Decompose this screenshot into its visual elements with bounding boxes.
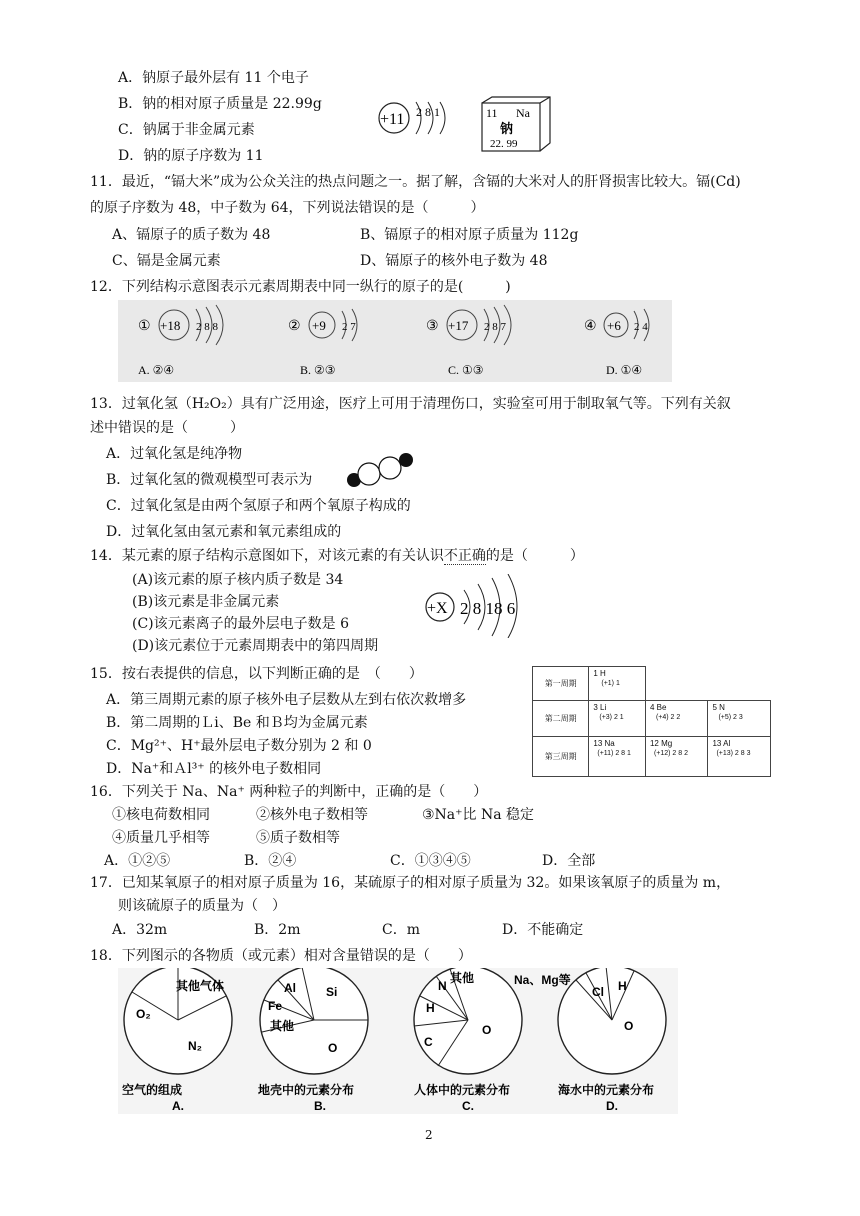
q10-option-d: D．钠的原子序数为 11 <box>118 148 264 164</box>
svg-text:O: O <box>328 1041 338 1055</box>
q14-stem <box>90 546 584 566</box>
svg-text:Cl: Cl <box>592 985 604 999</box>
q14-stem-pre: 14．某元素的原子结构示意图如下，对该元素的有关认识 <box>90 548 444 564</box>
svg-text:2 8 8: 2 8 8 <box>196 321 218 333</box>
svg-text:O: O <box>482 1023 492 1037</box>
q10-option-b: B．钠的相对原子质量是 22.99g <box>118 96 322 112</box>
cell-al: 13 Al (+13) 2 8 3 <box>708 737 771 777</box>
q15-stem: 15．按右表提供的信息，以下判断正确的是 （ ） <box>90 666 423 682</box>
page-number: 2 <box>425 1128 433 1142</box>
svg-text:+6: +6 <box>607 318 621 333</box>
q17-option-c: C．m <box>382 922 420 938</box>
pie-b-caption: 地壳中的元素分布 <box>258 1083 355 1097</box>
q15-option-a: A．第三周期元素的原子核外电子层数从左到右依次救增多 <box>106 692 467 708</box>
pie-c <box>414 968 522 1074</box>
cell-h: 1 H (+1) 1 <box>589 667 646 701</box>
svg-text:2 7: 2 7 <box>342 321 356 333</box>
q13-option-d: D．过氧化氢由氢元素和氧元素组成的 <box>106 524 342 540</box>
q12-atom-1 <box>138 305 223 345</box>
q16-statement-1: ①核电荷数相同 <box>112 807 210 823</box>
q12-option-a: A. ②④ <box>138 363 175 377</box>
svg-text:N₂: N₂ <box>188 1039 202 1053</box>
q12-option-b: B. ②③ <box>300 363 336 377</box>
q13-stem-line1: 13．过氧化氢（H₂O₂）具有广泛用途，医疗上可用于清理伤口，实验室可用于制取氧气等。下列有关叙 <box>90 396 731 412</box>
svg-text:④: ④ <box>584 319 597 334</box>
q16-stem: 16．下列关于 Na、Na⁺ 两种粒子的判断中，正确的是（ ） <box>90 784 488 800</box>
q18-stem: 18．下列图示的各物质（或元素）相对含量错误的是（ ） <box>90 948 472 964</box>
period3-label: 第三周期 <box>533 737 589 777</box>
svg-text:Na: Na <box>516 106 530 120</box>
svg-text:+17: +17 <box>448 318 469 333</box>
q11-option-d: D、镉原子的核外电子数为 48 <box>360 253 548 269</box>
q12-figure-panel <box>118 300 672 382</box>
pie-d-caption: 海水中的元素分布 <box>558 1083 655 1097</box>
q15-option-d: D．Na⁺和Ａl³⁺ 的核外电子数相同 <box>106 761 322 777</box>
q11-option-b: B、镉原子的相对原子质量为 112g <box>360 227 579 243</box>
svg-text:22. 99: 22. 99 <box>490 138 518 150</box>
cell-mg: 12 Mg (+12) 2 8 2 <box>645 737 708 777</box>
pie-d-letter: D. <box>606 1099 618 1113</box>
q13-option-c: C．过氧化氢是由两个氢原子和两个氧原子构成的 <box>106 498 411 514</box>
pie-b-letter: B. <box>314 1099 326 1113</box>
q17-option-a: A．32m <box>112 922 168 938</box>
q16-statement-3: ③Na⁺比 Na 稳定 <box>422 807 535 823</box>
q16-option-c: C．①③④⑤ <box>390 853 471 869</box>
q17-stem-line2: 则该硫原子的质量为（ ） <box>118 898 286 914</box>
svg-text:2 8 18 6: 2 8 18 6 <box>460 599 516 618</box>
q11-stem-line2: 的原子序数为 48，中子数为 64，下列说法错误的是（ ） <box>90 200 485 216</box>
q16-option-d: D．全部 <box>542 853 596 869</box>
svg-text:其他气体: 其他气体 <box>176 979 225 993</box>
q17-option-b: B．2m <box>254 922 301 938</box>
svg-text:钠: 钠 <box>500 121 514 136</box>
q17-option-d: D．不能确定 <box>502 922 584 938</box>
q13-option-b: B．过氧化氢的微观模型可表示为 <box>106 472 313 488</box>
q12-option-d: D. ①④ <box>606 363 643 377</box>
q11-option-a: A、镉原子的质子数为 48 <box>112 227 271 243</box>
svg-text:2 8 1: 2 8 1 <box>416 105 440 119</box>
svg-text:Na、Mg等: Na、Mg等 <box>514 973 571 987</box>
q12-option-c: C. ①③ <box>448 363 484 377</box>
q15-periodic-table <box>532 666 771 777</box>
q12-atom-2 <box>288 309 357 341</box>
q12-stem: 12．下列结构示意图表示元素周期表中同一纵行的原子的是( ) <box>90 279 511 295</box>
pie-b <box>260 968 368 1074</box>
q10-option-a: A．钠原子最外层有 11 个电子 <box>118 70 309 86</box>
svg-text:其他: 其他 <box>270 1019 295 1033</box>
q12-atoms-svg <box>118 300 672 382</box>
pie-a-caption: 空气的组成 <box>122 1083 183 1097</box>
q14-stem-emphasis: 不正确 <box>443 548 486 564</box>
svg-text:H: H <box>618 979 627 993</box>
pie-c-caption: 人体中的元素分布 <box>414 1083 511 1097</box>
svg-text:+X: +X <box>427 600 448 617</box>
q14-option-c: (C)该元素离子的最外层电子数是 6 <box>132 616 349 632</box>
svg-text:O: O <box>624 1019 634 1033</box>
q17-stem-line1: 17．已知某氧原子的相对原子质量为 16，某硫原子的相对原子质量为 32。如果该氧原子的质量为 m， <box>90 875 731 891</box>
svg-text:2 8 7: 2 8 7 <box>484 321 506 333</box>
svg-text:11: 11 <box>486 106 498 120</box>
q12-atom-4 <box>584 309 649 341</box>
svg-text:Si: Si <box>326 985 338 999</box>
q16-statement-5: ⑤质子数相等 <box>256 830 340 846</box>
q14-option-d: (D)该元素位于元素周期表中的第四周期 <box>132 638 379 654</box>
q18-pie-charts <box>118 968 678 1114</box>
pie-a-letter: A. <box>172 1099 184 1113</box>
svg-text:C: C <box>424 1035 433 1049</box>
svg-text:+9: +9 <box>312 318 326 333</box>
svg-text:2 4: 2 4 <box>634 321 648 333</box>
h2o2-molecule-model <box>344 450 416 490</box>
q16-statement-4: ④质量几乎相等 <box>112 830 210 846</box>
q16-statement-2: ②核外电子数相等 <box>256 807 368 823</box>
q15-option-c: C．Mg²⁺、H⁺最外层电子数分别为 2 和 0 <box>106 738 372 754</box>
svg-text:Fe: Fe <box>268 999 283 1013</box>
svg-text:Al: Al <box>284 981 296 995</box>
q14-option-a: (A)该元素的原子核内质子数是 34 <box>132 572 344 588</box>
svg-text:O₂: O₂ <box>136 1007 151 1021</box>
svg-text:其他: 其他 <box>450 971 475 985</box>
q15-option-b: B．第二周期的Ｌi、Be 和Ｂ均为金属元素 <box>106 715 368 731</box>
q11-stem-line1: 11．最近，“镉大米”成为公众关注的热点问题之一。据了解，含镉的大米对人的肝肾损害比较大。镉(Cd) <box>90 174 741 190</box>
q16-option-a: A．①②⑤ <box>104 853 171 869</box>
q16-option-b: B．②④ <box>244 853 297 869</box>
svg-text:N: N <box>438 979 447 993</box>
cell-be: 4 Be (+4) 2 2 <box>645 701 708 737</box>
svg-text:+11: +11 <box>380 111 405 128</box>
cell-na: 13 Na (+11) 2 8 1 <box>589 737 646 777</box>
q12-atom-3 <box>426 305 511 345</box>
q14-atom-diagram <box>424 574 544 638</box>
pie-c-letter: C. <box>462 1099 474 1113</box>
svg-text:②: ② <box>288 319 301 334</box>
svg-text:①: ① <box>138 319 151 334</box>
sodium-element-cell <box>480 95 552 153</box>
svg-text:H: H <box>426 1001 435 1015</box>
q11-option-c: C、镉是金属元素 <box>112 253 221 269</box>
cell-li: 3 Li (+3) 2 1 <box>589 701 646 737</box>
sodium-atom-diagram <box>376 98 466 140</box>
svg-text:③: ③ <box>426 319 439 334</box>
cell-n: 5 N (+5) 2 3 <box>708 701 771 737</box>
q14-stem-post: 的是（ ） <box>485 548 584 564</box>
q10-option-c: C．钠属于非金属元素 <box>118 122 255 138</box>
period1-label: 第一周期 <box>533 667 589 701</box>
period2-label: 第二周期 <box>533 701 589 737</box>
q13-stem-line2: 述中错误的是（ ） <box>90 420 244 436</box>
q13-option-a: A．过氧化氢是纯净物 <box>106 446 243 462</box>
q14-option-b: (B)该元素是非金属元素 <box>132 594 280 610</box>
svg-text:+18: +18 <box>160 318 181 333</box>
pie-a <box>124 968 232 1074</box>
